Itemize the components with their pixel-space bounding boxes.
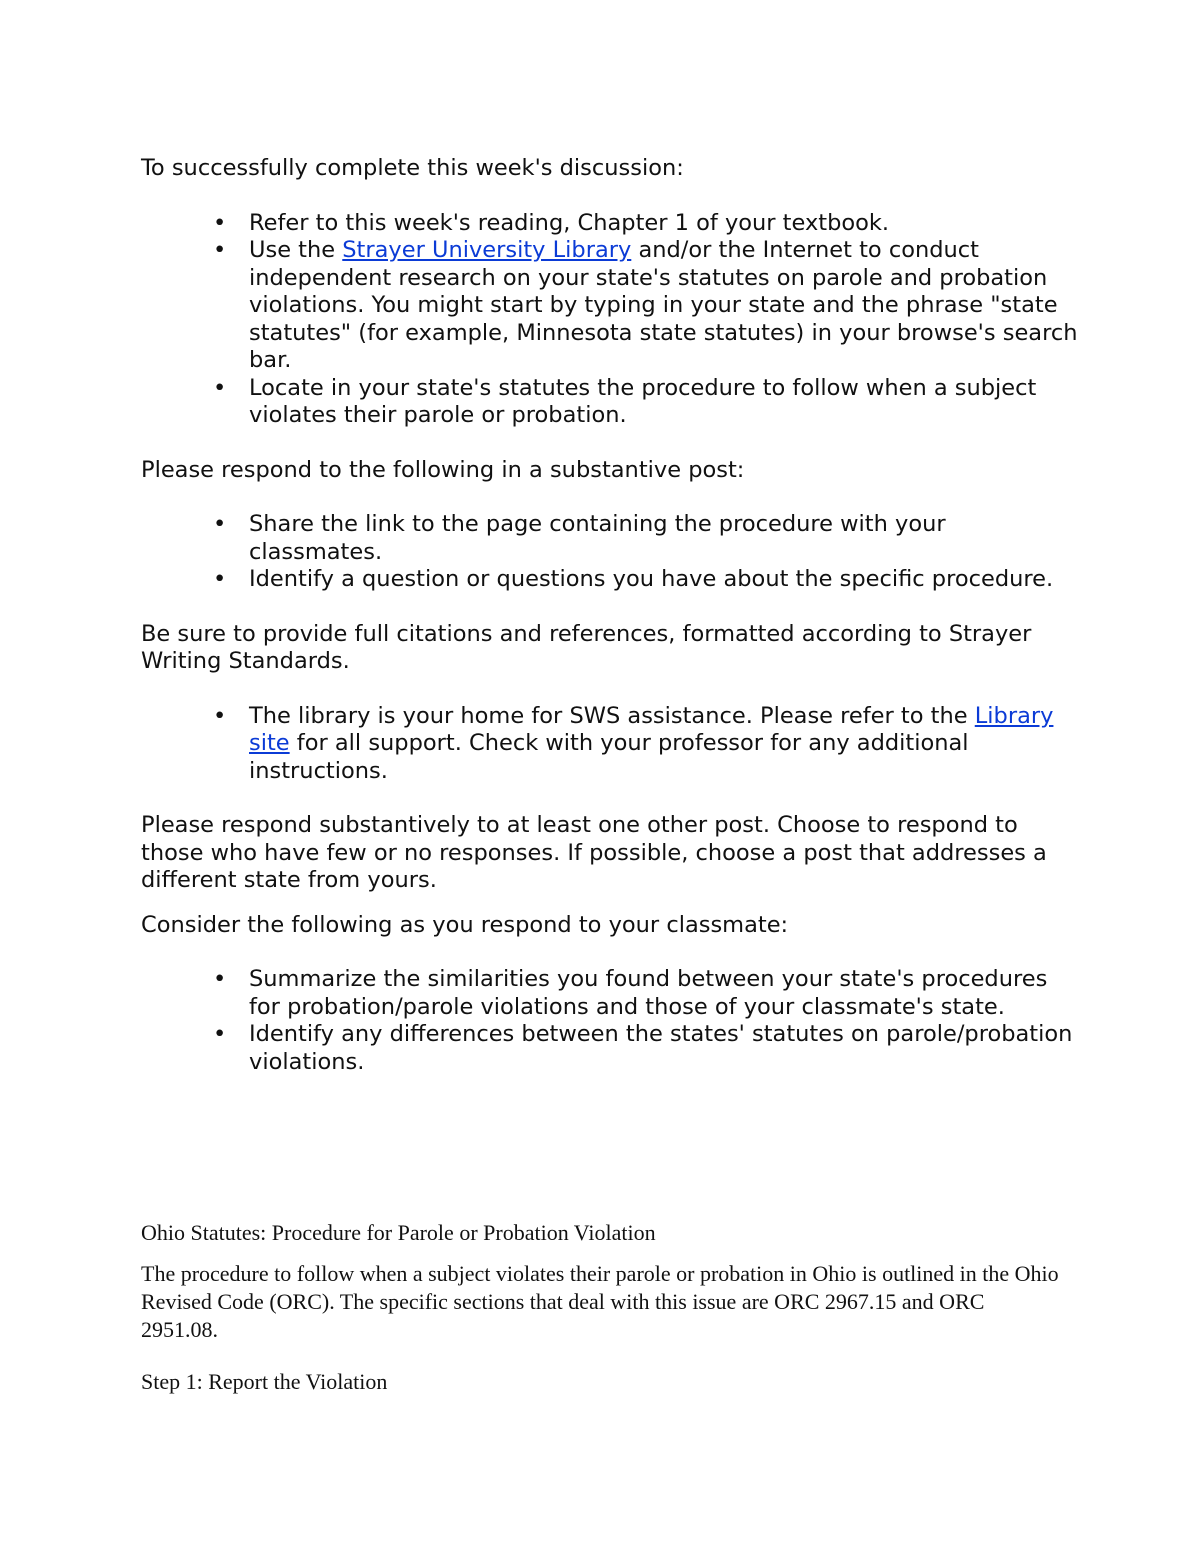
list-item: • Share the link to the page containing the procedure with your classmates. — [249, 511, 1081, 566]
intro-text: To successfully complete this week's discussion: — [141, 155, 684, 181]
library-list — [141, 703, 1081, 786]
list-item: • Identify a question or questions you have about the specific procedure. — [249, 566, 1081, 594]
ohio-statutes-title: Ohio Statutes: Procedure for Parole or Probation Violation — [141, 1220, 656, 1245]
ohio-statutes-body: The procedure to follow when a subject violates their parole or probation in Ohio is outlined in the Ohio Revised Code (ORC). The specific sections that deal with this issue are ORC 2967.15 and ORC 2951.08. — [141, 1261, 1059, 1342]
post-requirements-list — [141, 511, 1081, 594]
respond-heading: Please respond to the following in a substantive post: — [141, 456, 745, 483]
consider-heading: Consider the following as you respond to your classmate: — [141, 911, 789, 938]
strayer-library-link[interactable]: Strayer University Library — [342, 237, 632, 263]
list-item: • Refer to this week's reading, Chapter 1 of your textbook. — [249, 210, 1081, 238]
library-site-link[interactable]: Library site — [249, 702, 1054, 756]
list-item: • The library is your home for SWS assistance. Please refer to the Library site for all support. Check with your professor for any additional instructions. — [249, 703, 1081, 786]
instructions-list — [141, 210, 1081, 430]
list-item: • Summarize the similarities you found between your state's procedures for probation/parole violations and those of your classmate's state. — [249, 966, 1081, 1021]
consider-list — [141, 966, 1081, 1076]
citations-text: Be sure to provide full citations and references, formatted according to Strayer Writing Standards. — [141, 620, 1032, 674]
list-item: • Use the Strayer University Library and/or the Internet to conduct independent research on your state's statutes on parole and probation violations. You might start by typing in your state and the phrase "state statutes" (for example, Minnesota state statutes) in your browse's search bar. — [249, 237, 1081, 375]
step-1-heading: Step 1: Report the Violation — [141, 1369, 388, 1394]
list-item: • Locate in your state's statutes the procedure to follow when a subject violates their parole or probation. — [249, 375, 1081, 430]
respond-other-text: Please respond substantively to at least one other post. Choose to respond to those who have few or no responses. If possible, choose a post that addresses a different state from yours. — [141, 812, 1047, 893]
list-item: • Identify any differences between the states' statutes on parole/probation violations. — [249, 1021, 1081, 1076]
assignment-instructions — [141, 155, 1081, 1076]
